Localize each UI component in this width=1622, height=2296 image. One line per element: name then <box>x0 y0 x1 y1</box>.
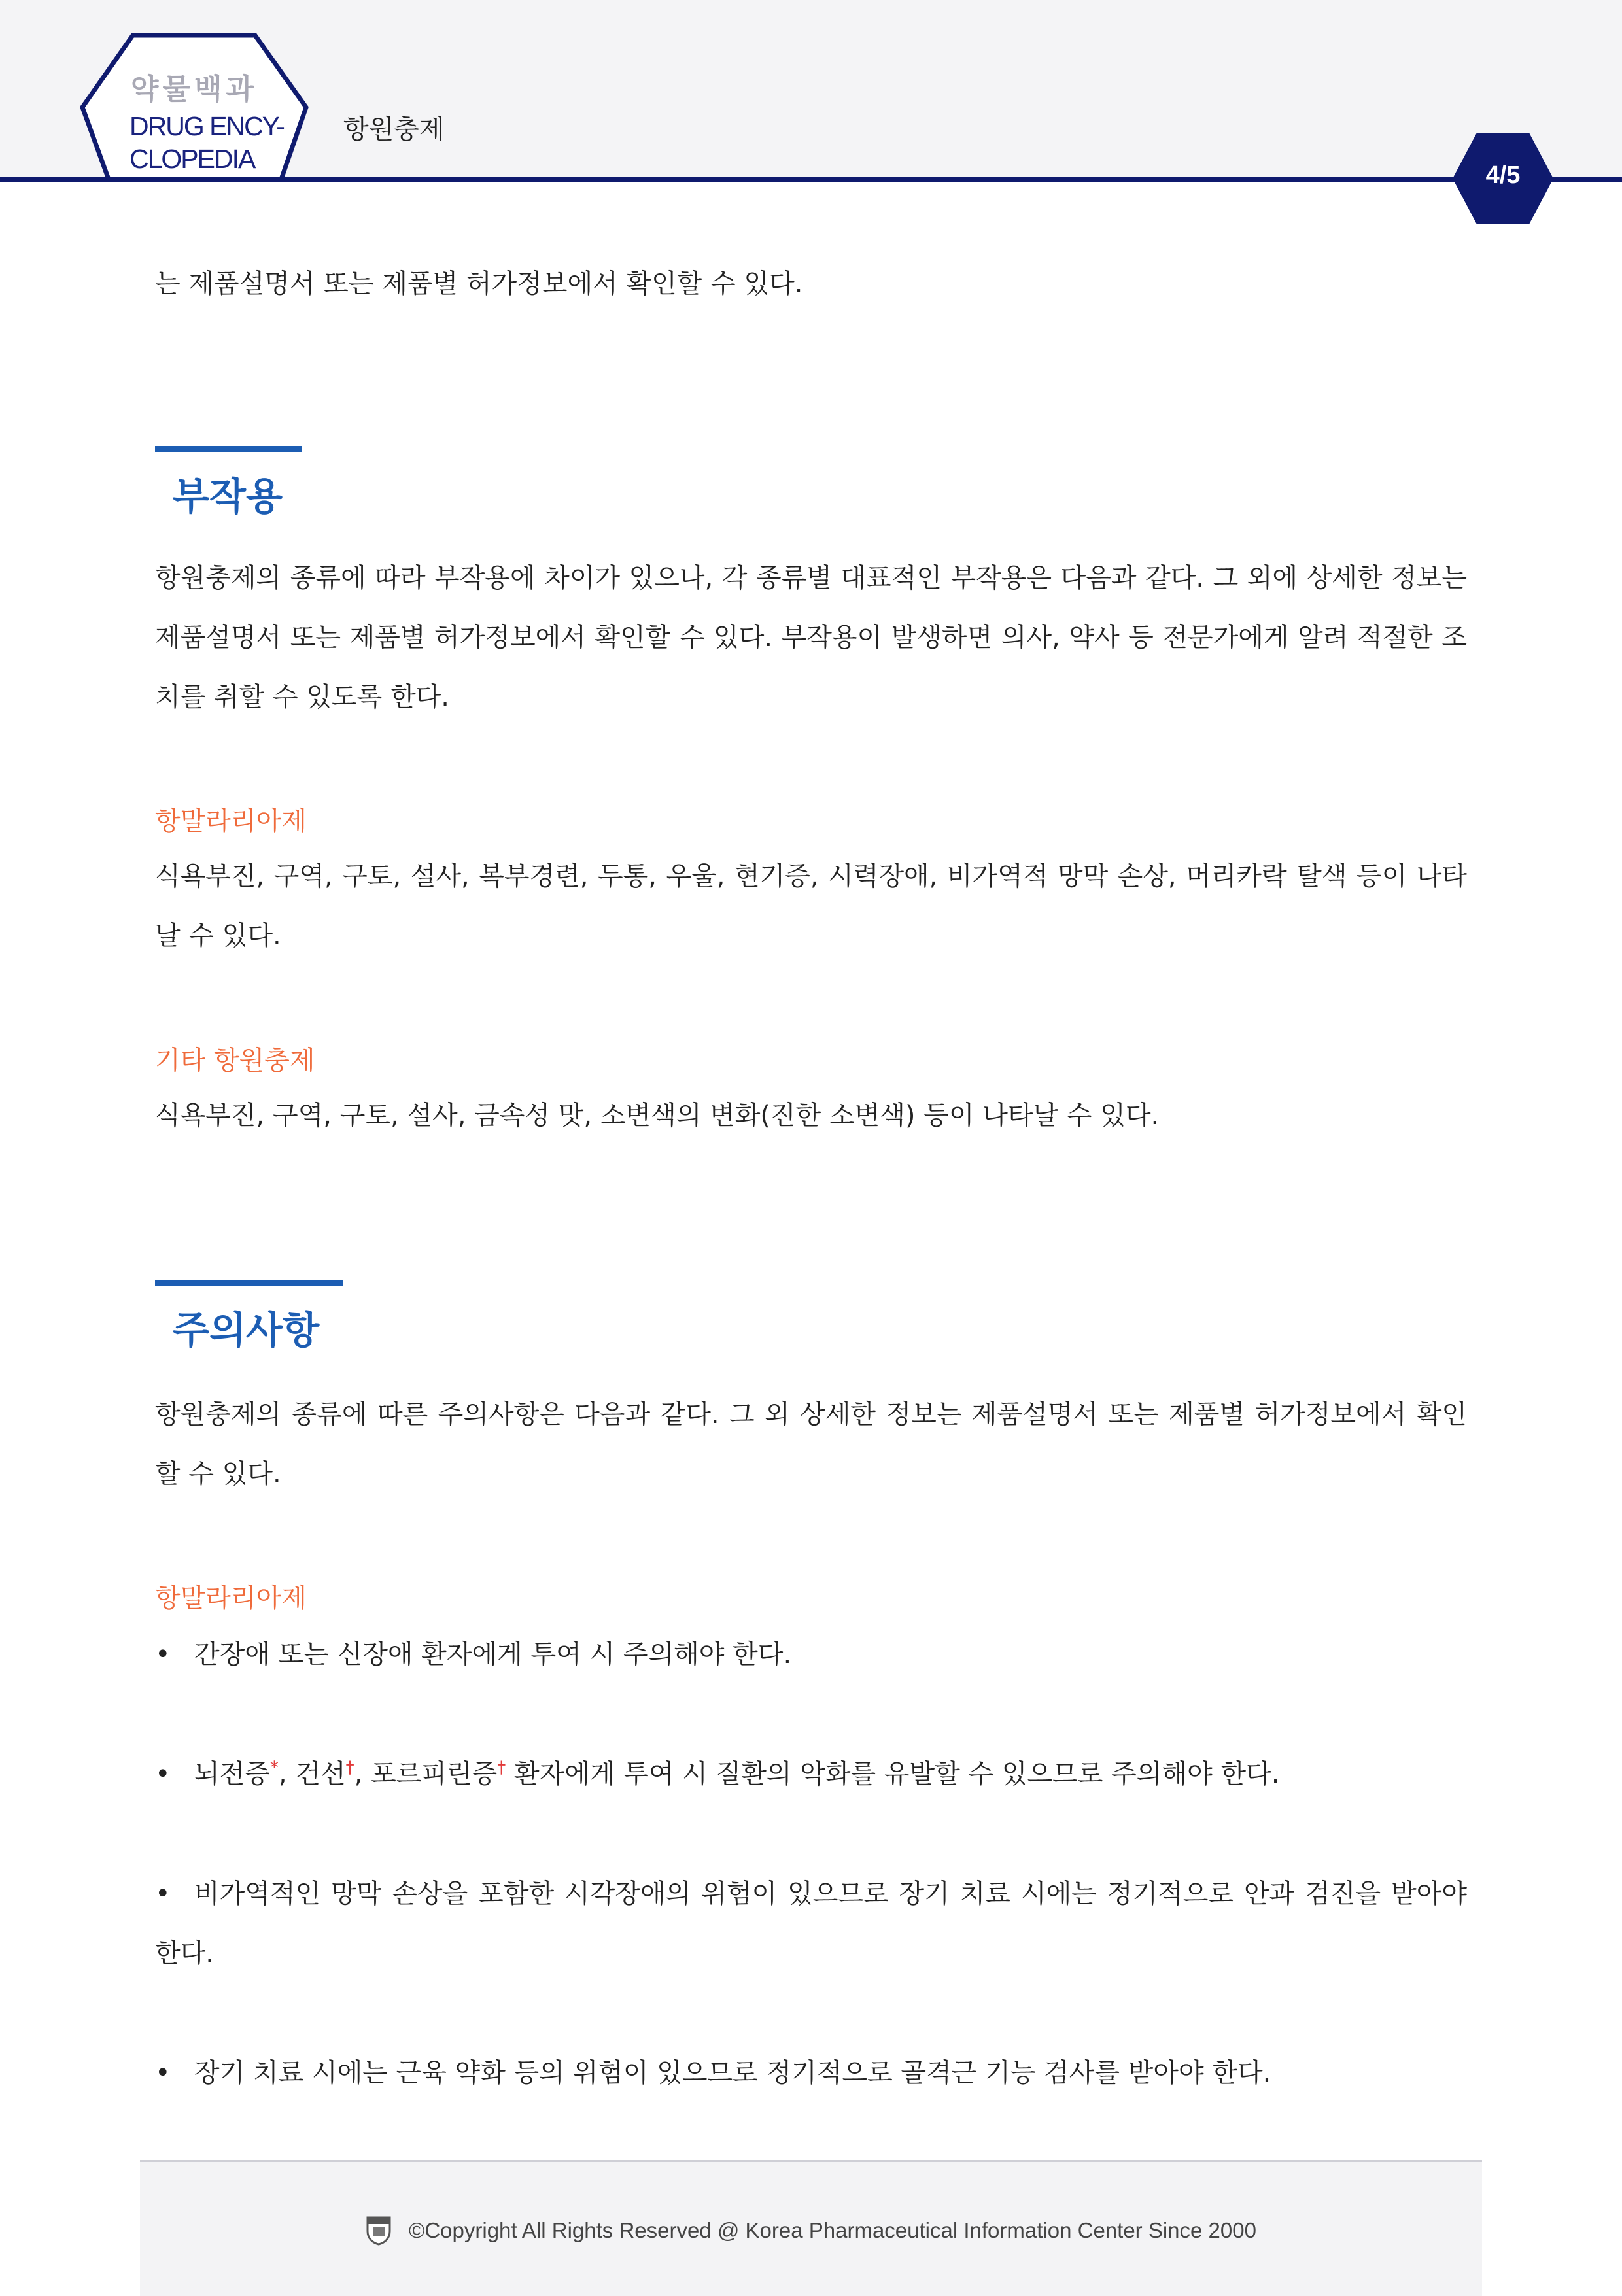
precautions-group-title: 항말라리아제 <box>155 1583 307 1613</box>
footnote-mark: * <box>269 1758 279 1778</box>
crest-icon <box>366 2216 392 2246</box>
bullet-dot: • <box>155 1879 171 1909</box>
bullet-dot: • <box>155 2058 171 2088</box>
side-effects-body: 항원충제의 종류에 따라 부작용에 차이가 있으나, 각 종류별 대표적인 부작용은 다음과 같다. 그 외에 상세한 정보는 제품설명서 또는 제품별 허가정보에서 확인할 수 있다. 부작용이 발생하면 의사, 약사 등 전문가에게 알려 적절한 조치를 취할 수 있도록 한다. <box>155 563 1467 712</box>
side-effects-group-text: 식욕부진, 구역, 구토, 설사, 복부경련, 두통, 우울, 현기증, 시력장애, 비가역적 망막 손상, 머리카락 탈색 등이 나타날 수 있다. <box>155 861 1467 951</box>
logo-english: DRUG ENCY-CLOPEDIA <box>129 111 284 174</box>
footnote-mark: † <box>345 1758 354 1778</box>
precautions-heading-bar <box>155 1280 343 1286</box>
bullet-text: 비가역적인 망막 손상을 포함한 시각장애의 위험이 있으므로 장기 치료 시에는 정기적으로 안과 검진을 받아야 한다. <box>155 1879 1467 1968</box>
bullet-dot: • <box>155 1639 171 1670</box>
bullet-term: 포르피린증 <box>371 1759 498 1789</box>
side-effects-group-title: 항말라리아제 <box>155 806 307 836</box>
side-effects-group-title: 기타 항원충제 <box>155 1046 315 1076</box>
footnote-mark: † <box>497 1758 506 1778</box>
bullet-term: 뇌전증 <box>194 1759 270 1789</box>
list-item <box>155 1625 1467 1685</box>
bullet-dot: • <box>155 1759 171 1789</box>
bullet-separator: , <box>354 1759 371 1789</box>
list-item <box>155 1864 1467 1983</box>
bullet-text: 간장애 또는 신장애 환자에게 투여 시 주의해야 한다. <box>194 1639 792 1670</box>
intro-text: 는 제품설명서 또는 제품별 허가정보에서 확인할 수 있다. <box>155 269 803 299</box>
bullet-separator: , <box>278 1759 296 1789</box>
side-effects-group-text: 식욕부진, 구역, 구토, 설사, 금속성 맛, 소변색의 변화(진한 소변색) 등이 나타날 수 있다. <box>155 1101 1160 1131</box>
page-indicator: 4/5 <box>1485 162 1521 189</box>
bullet-text: 환자에게 투여 시 질환의 악화를 유발할 수 있으므로 주의해야 한다. <box>506 1759 1280 1789</box>
logo-korean: 약물백과 <box>131 73 258 106</box>
bullet-term: 건선 <box>295 1759 346 1789</box>
page-title: 항원충제 <box>343 114 445 145</box>
precautions-heading: 주의사항 <box>173 1308 320 1352</box>
list-item <box>155 2044 1467 2103</box>
side-effects-heading: 부작용 <box>173 474 283 519</box>
bullet-text: 장기 치료 시에는 근육 약화 등의 위험이 있으므로 정기적으로 골격근 기능 검사를 받아야 한다. <box>194 2058 1271 2088</box>
side-effects-heading-bar <box>155 446 302 452</box>
list-item <box>155 1745 1467 1804</box>
footer <box>140 2160 1482 2296</box>
precautions-body: 항원충제의 종류에 따른 주의사항은 다음과 같다. 그 외 상세한 정보는 제품설명서 또는 제품별 허가정보에서 확인할 수 있다. <box>155 1399 1467 1489</box>
copyright-text: ©Copyright All Rights Reserved @ Korea Pharmaceutical Information Center Since 2000 <box>409 2218 1256 2242</box>
